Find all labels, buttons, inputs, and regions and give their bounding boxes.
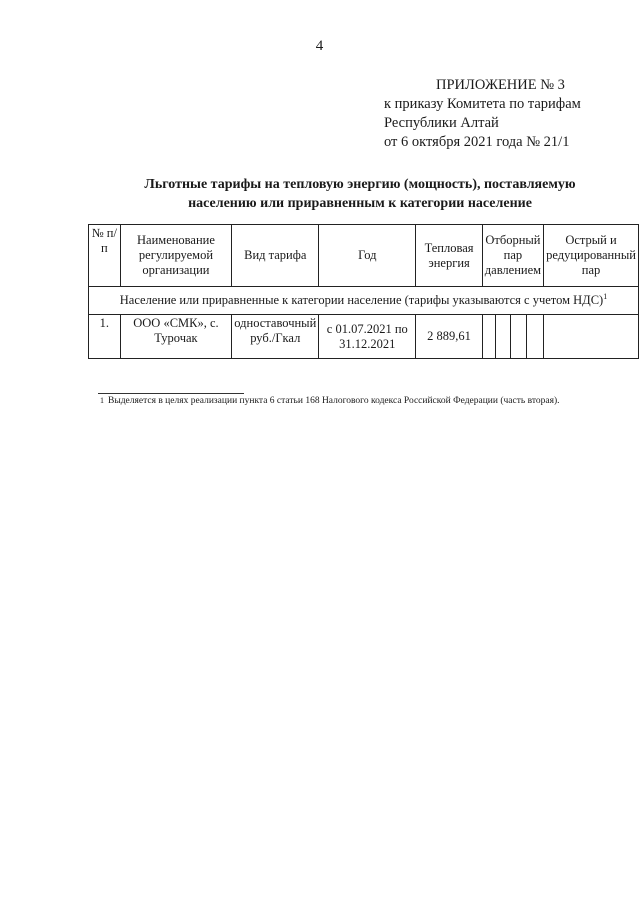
table-header-row (89, 225, 639, 287)
row-org: ООО «СМК», с. Турочак (120, 315, 232, 359)
appendix-title: ПРИЛОЖЕНИЕ № 3 (436, 77, 565, 93)
row-steam-extracted-sub-4 (526, 315, 543, 359)
row-heat: 2 889,61 (416, 315, 482, 359)
group-row (89, 287, 639, 315)
row-steam-extracted-sub-1 (482, 315, 495, 359)
footnote-text: Выделяется в целях реализации пункта 6 статьи 168 Налогового кодекса Российской Федерации (часть вторая). (108, 396, 560, 406)
header-year: Год (319, 225, 416, 287)
row-year: с 01.07.2021 по 31.12.2021 (319, 315, 416, 359)
footnote-divider (98, 393, 244, 394)
header-org: Наименование регулируемой организации (120, 225, 232, 287)
header-num: № п/п (89, 225, 121, 287)
row-steam-sharp (544, 315, 639, 359)
appendix-line: Республики Алтай (384, 115, 499, 131)
document-title (110, 175, 610, 213)
group-text: Население или приравненные к категории население (тарифы указываются с учетом НДС) (119, 293, 604, 307)
row-steam-extracted-sub-2 (495, 315, 510, 359)
header-steam-sharp: Острый и редуцированный пар (544, 225, 639, 287)
row-type: одноставочный руб./Гкал (232, 315, 319, 359)
header-type: Вид тарифа (232, 225, 319, 287)
footnote (100, 395, 560, 407)
header-steam-extracted: Отборный пар давлением (482, 225, 543, 287)
title-line: Льготные тарифы на тепловую энергию (мощность), поставляемую (144, 177, 576, 192)
header-heat: Тепловая энергия (416, 225, 482, 287)
table-row (89, 315, 639, 359)
group-footnote-mark: 1 (603, 291, 608, 301)
row-steam-extracted-sub-3 (510, 315, 526, 359)
title-line: населению или приравненным к категории население (188, 196, 532, 211)
appendix-date: от 6 октября 2021 года № 21/1 (384, 134, 570, 150)
row-num: 1. (89, 315, 121, 359)
tariff-table (88, 224, 639, 359)
footnote-mark: 1 (100, 396, 104, 405)
appendix-line: к приказу Комитета по тарифам (384, 96, 581, 112)
group-label (89, 287, 639, 315)
appendix-block (384, 76, 581, 152)
page-number: 4 (315, 38, 324, 54)
